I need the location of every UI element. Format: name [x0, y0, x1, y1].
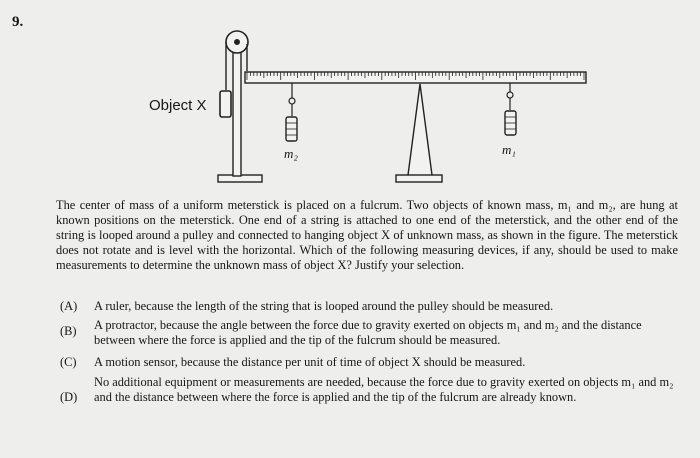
mass-m2: [286, 83, 297, 141]
mass-m1: [505, 83, 516, 135]
option-a-letter: (A): [60, 299, 78, 313]
option-d-text: No additional equipment or measurements are needed, because the force due to gravity exerted on objects m₁ and m₂ and the distance between where the force is applied and the tip of the fulcrum are already known.: [94, 375, 674, 404]
option-c-text: A motion sensor, because the distance per unit of time of object X should be measured.: [94, 355, 526, 369]
option-a-text: A ruler, because the length of the string that is looped around the pulley should be measured.: [94, 299, 554, 313]
question-stem: The center of mass of a uniform meterstick is placed on a fulcrum. Two objects of known mass, m₁ and m₂, are hung at known positions on the meterstick. One end of a string is attached to one end of the meterstick, and the other end of the string is looped around a pulley and connected to hanging object X of unknown mass, as shown in the figure. The meterstick does not rotate and is level with the horizontal. Which of the following measuring devices, if any, should be used to make measurements to determine the unknown mass of object X? Justify your selection.: [56, 198, 678, 272]
object-x-label: Object X: [149, 97, 207, 114]
meterstick-diagram: [0, 0, 700, 200]
option-c-letter: (C): [60, 355, 77, 369]
pulley-post: [233, 42, 241, 176]
mass-m1-label: m₁: [502, 142, 516, 157]
object-x: [220, 91, 231, 117]
option-b-text: A protractor, because the angle between the force due to gravity exerted on objects m₁ and m₂ and the distance between where the force is applied and the tip of the fulcrum should be measured.: [94, 318, 642, 347]
mass-m2-label: m₂: [284, 146, 298, 161]
question-number: 9.: [12, 14, 24, 30]
option-b-letter: (B): [60, 324, 77, 338]
fulcrum: [396, 84, 442, 182]
option-d-letter: (D): [60, 390, 78, 404]
